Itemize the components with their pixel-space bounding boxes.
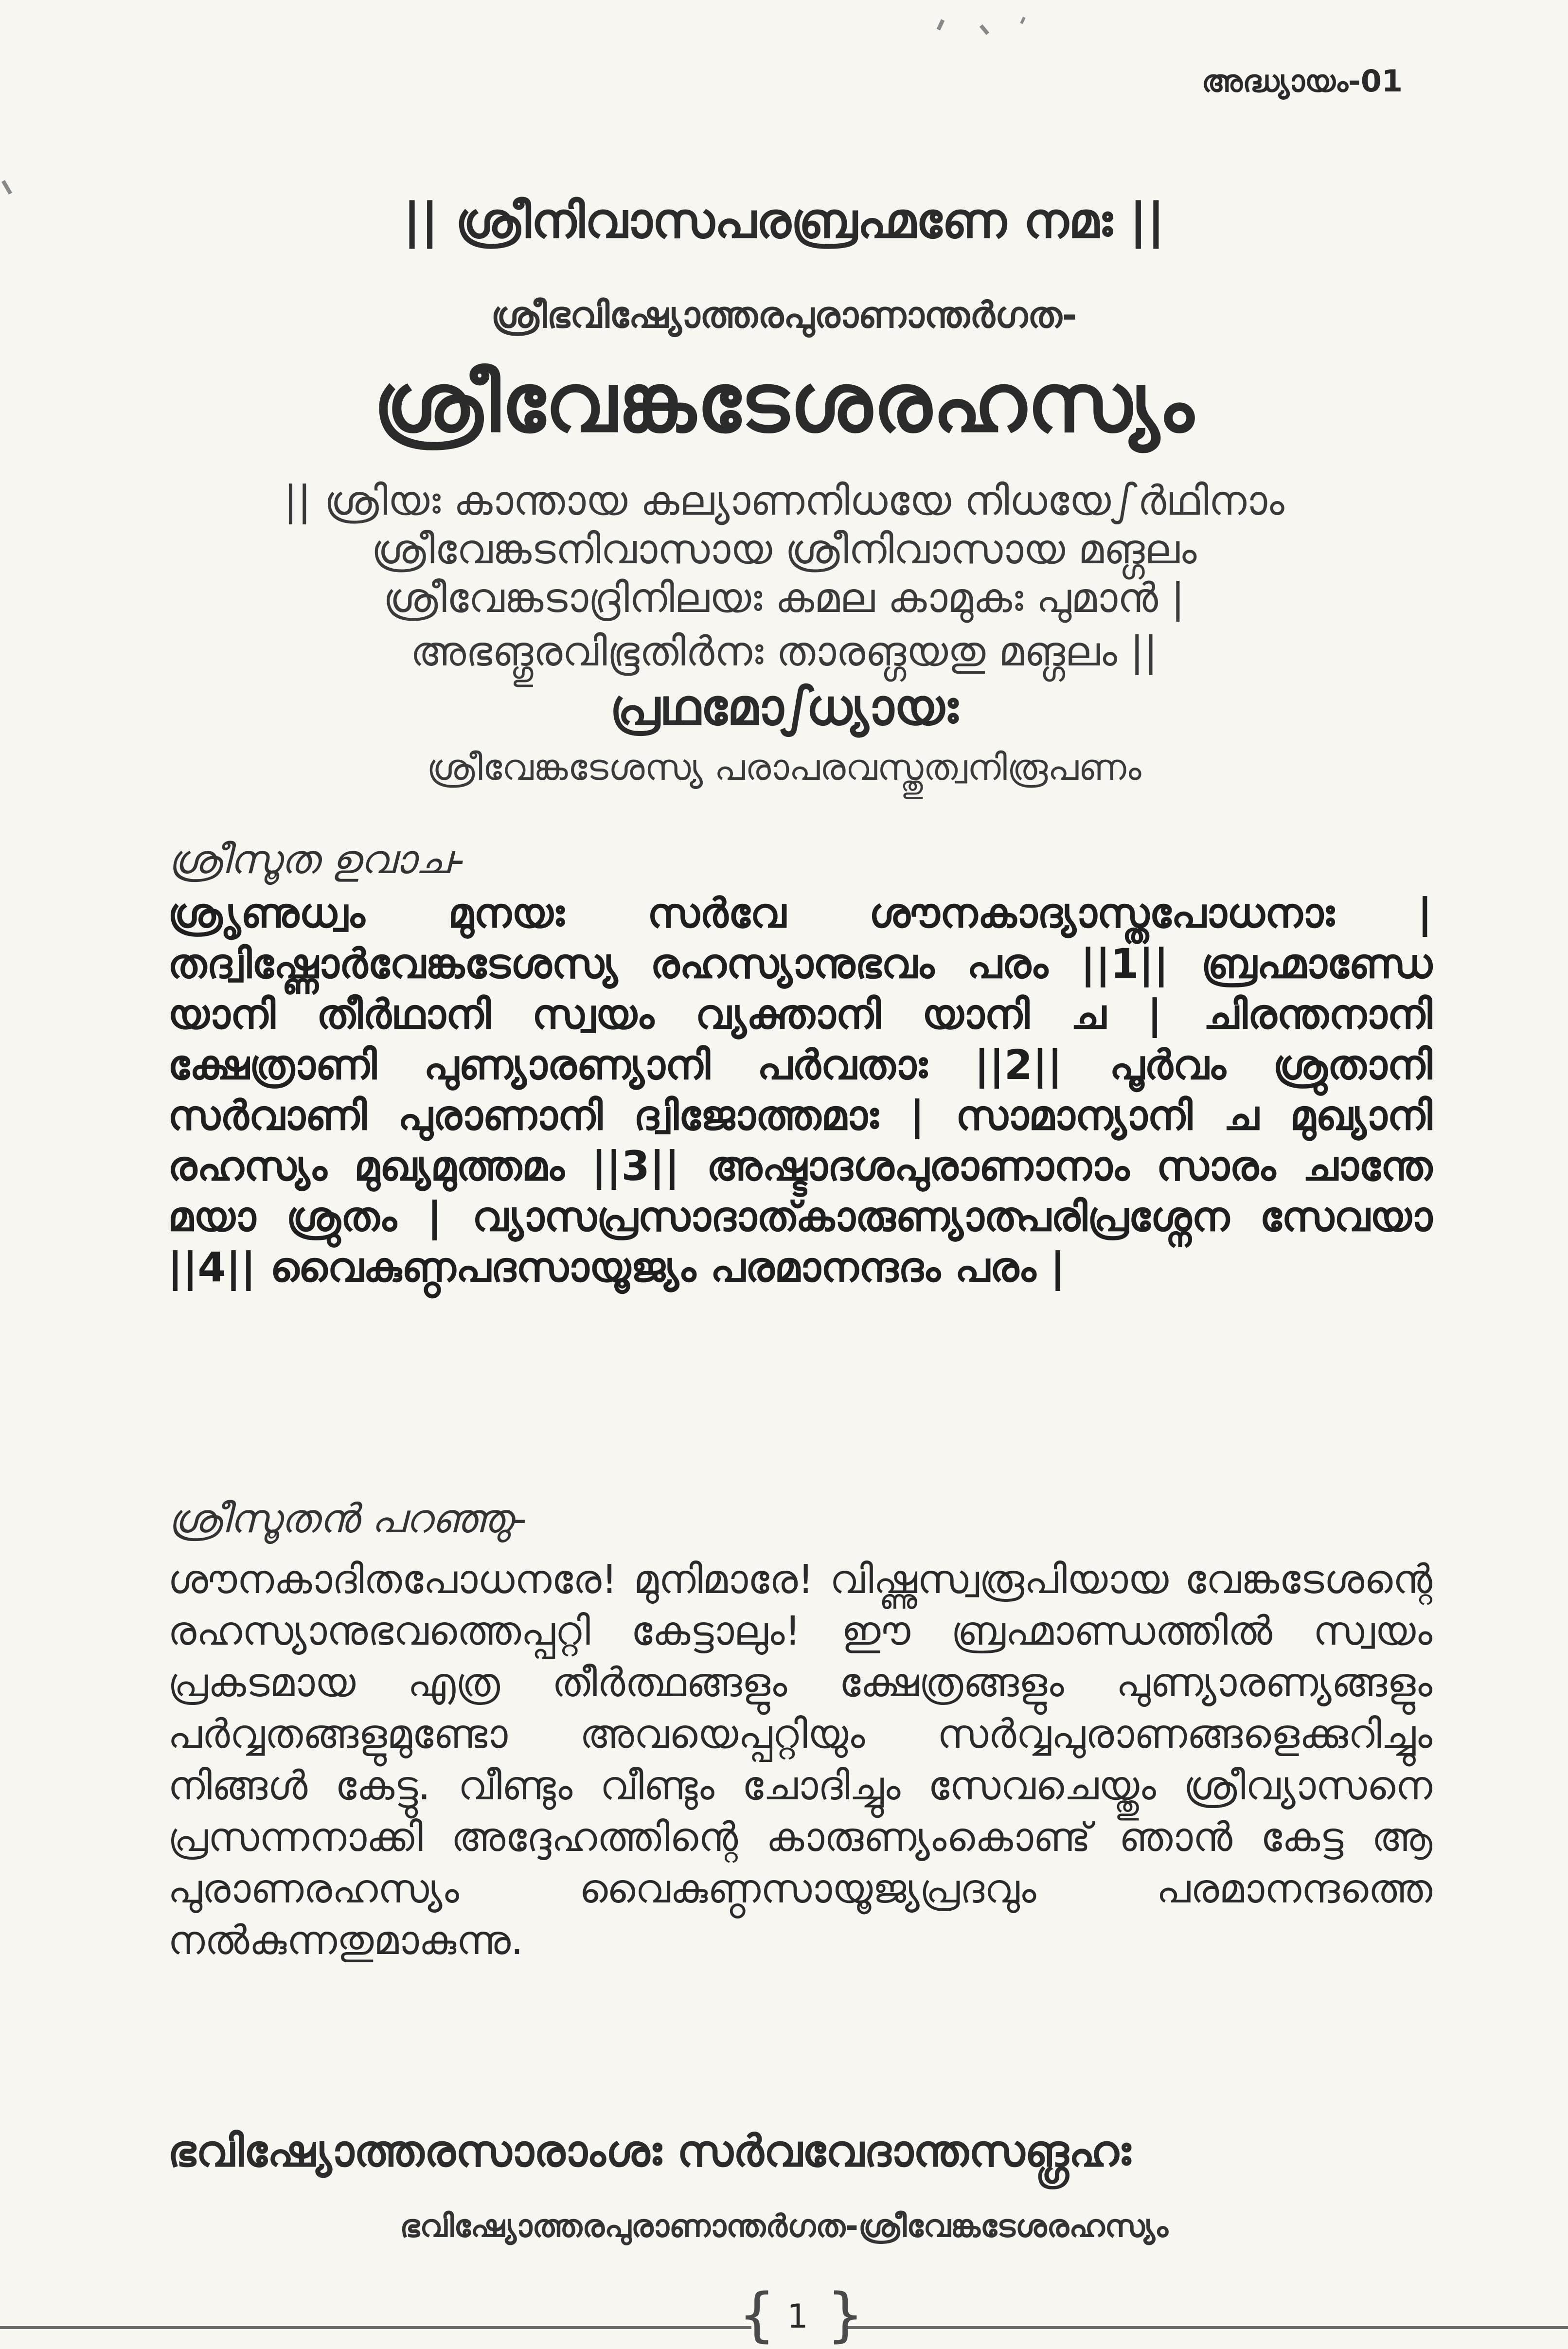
mangala-verse-line: || ശ്രിയഃ കാന്തായ കല്യാണനിധയേ നിധയേഽർഥിനാം bbox=[284, 477, 1284, 524]
invocation: || ശ്രീനിവാസപരബ്രഹ്മണേ നമഃ || bbox=[403, 192, 1165, 249]
mangala-verse-line: ശ്രീവേങ്കടാദ്രിനിലയഃ കമല കാമുകഃ പുമാൻ | bbox=[383, 574, 1185, 622]
page-number-bracket-left-icon: { bbox=[738, 2281, 776, 2349]
running-footer-title: ഭവിഷ്യോത്തരപുരാണാന്തർഗത-ശ്രീവേങ്കടേശരഹസ്യം bbox=[400, 2208, 1168, 2244]
speaker-label-translation: ശ്രീസൂതൻ പറഞ്ഞു- bbox=[168, 1496, 527, 1542]
summary-line: ഭവിഷ്യോത്തരസാരാംശഃ സർവവേദാന്തസങ്ഗ്രഹഃ bbox=[168, 2126, 1131, 2177]
chapter-heading: പ്രഥമോഽധ്യായഃ bbox=[609, 679, 959, 736]
chapter-subheading: ശ്രീവേങ്കടേശസ്യ പരാപരവസ്തുത്വനിരൂപണം bbox=[427, 747, 1141, 789]
subtitle: ശ്രീഭവിഷ്യോത്തരപുരാണാന്തർഗത- bbox=[491, 294, 1077, 336]
scan-speck bbox=[980, 24, 989, 35]
chapter-tag: അദ്ധ്യായം-01 bbox=[1201, 63, 1403, 99]
sanskrit-verses: ശ്രൃണുധ്വം മുനയഃ സർവേ ശൗനകാദ്യാസ്തപോധനാഃ | തദ്വിഷ്ണോർവേങ്കടേശസ്യ രഹസ്യാനുഭവം പരം ||1|| ബ്രഹ്മാണ്ഡേ യാനി തീർഥാനി സ്വയം വ്യക്താനി യാനി ച | ചിരന്തനാനി ക്ഷേത്രാണി പുണ്യാരണ്യാനി പർവതാഃ ||2|| പൂർവം ശ്രുതാനി സർവാണി പുരാണാനി ദ്വിജോത്തമാഃ | സാമാന്യാനി ച മുഖ്യാനി രഹസ്യം മുഖ്യമുത്തമം ||3|| അഷ്ടാദശപുരാണാനാം സാരം ചാന്തേ മയാ ശ്രുതം | വ്യാസപ്രസാദാത്കാരുണ്യാത്പരിപ്രശ്നേന സേവയാ ||4|| വൈകുണ്ഠപദസായൂജ്യം പരമാനന്ദദം പരം | bbox=[168, 889, 1432, 1291]
page-number-bracket-right-icon: } bbox=[827, 2281, 864, 2349]
mangala-verse-line: അഭങ്ഗുരവിഭൂതിർനഃ താരങ്ഗയതു മങ്ഗലം || bbox=[410, 628, 1158, 675]
mangala-verse-line: ശ്രീവേങ്കടനിവാസായ ശ്രീനിവാസായ മങ്ഗലം bbox=[371, 525, 1197, 573]
translation-paragraph: ശൗനകാദിതപോധനരേ! മുനിമാരേ! വിഷ്ണുസ്വരൂപിയായ വേങ്കടേശന്റെ രഹസ്യാനുഭവത്തെപ്പറ്റി കേട്ടാലും! ഈ ബ്രഹ്മാണ്ഡത്തിൽ സ്വയം പ്രകടമായ എത്ര തീർത്ഥങ്ങളും ക്ഷേത്രങ്ങളും പുണ്യാരണ്യങ്ങളും പർവ്വതങ്ങളുമുണ്ടോ അവയെപ്പറ്റിയും സർവ്വപുരാണങ്ങളെക്കുറിച്ചും നിങ്ങൾ കേട്ടു. വീണ്ടും വീണ്ടും ചോദിച്ചും സേവചെയ്തും ശ്രീവ്യാസനെ പ്രസന്നനാക്കി അദ്ദേഹത്തിന്റെ കാരുണ്യംകൊണ്ട് ഞാൻ കേട്ട ആ പുരാണരഹസ്യം വൈകുണ്ഠസായൂജ്യപ്രദവും പരമാനന്ദത്തെ നൽകുന്നതുമാകുന്നു. bbox=[168, 1557, 1432, 1964]
page-title: ശ്രീവേങ്കടേശരഹസ്യം bbox=[373, 355, 1195, 450]
scan-speck bbox=[1020, 17, 1025, 24]
speaker-label-sanskrit: ശ്രീസൂത ഉവാച- bbox=[168, 837, 464, 883]
page-number: 1 bbox=[751, 2286, 844, 2347]
scan-speck bbox=[937, 19, 945, 30]
